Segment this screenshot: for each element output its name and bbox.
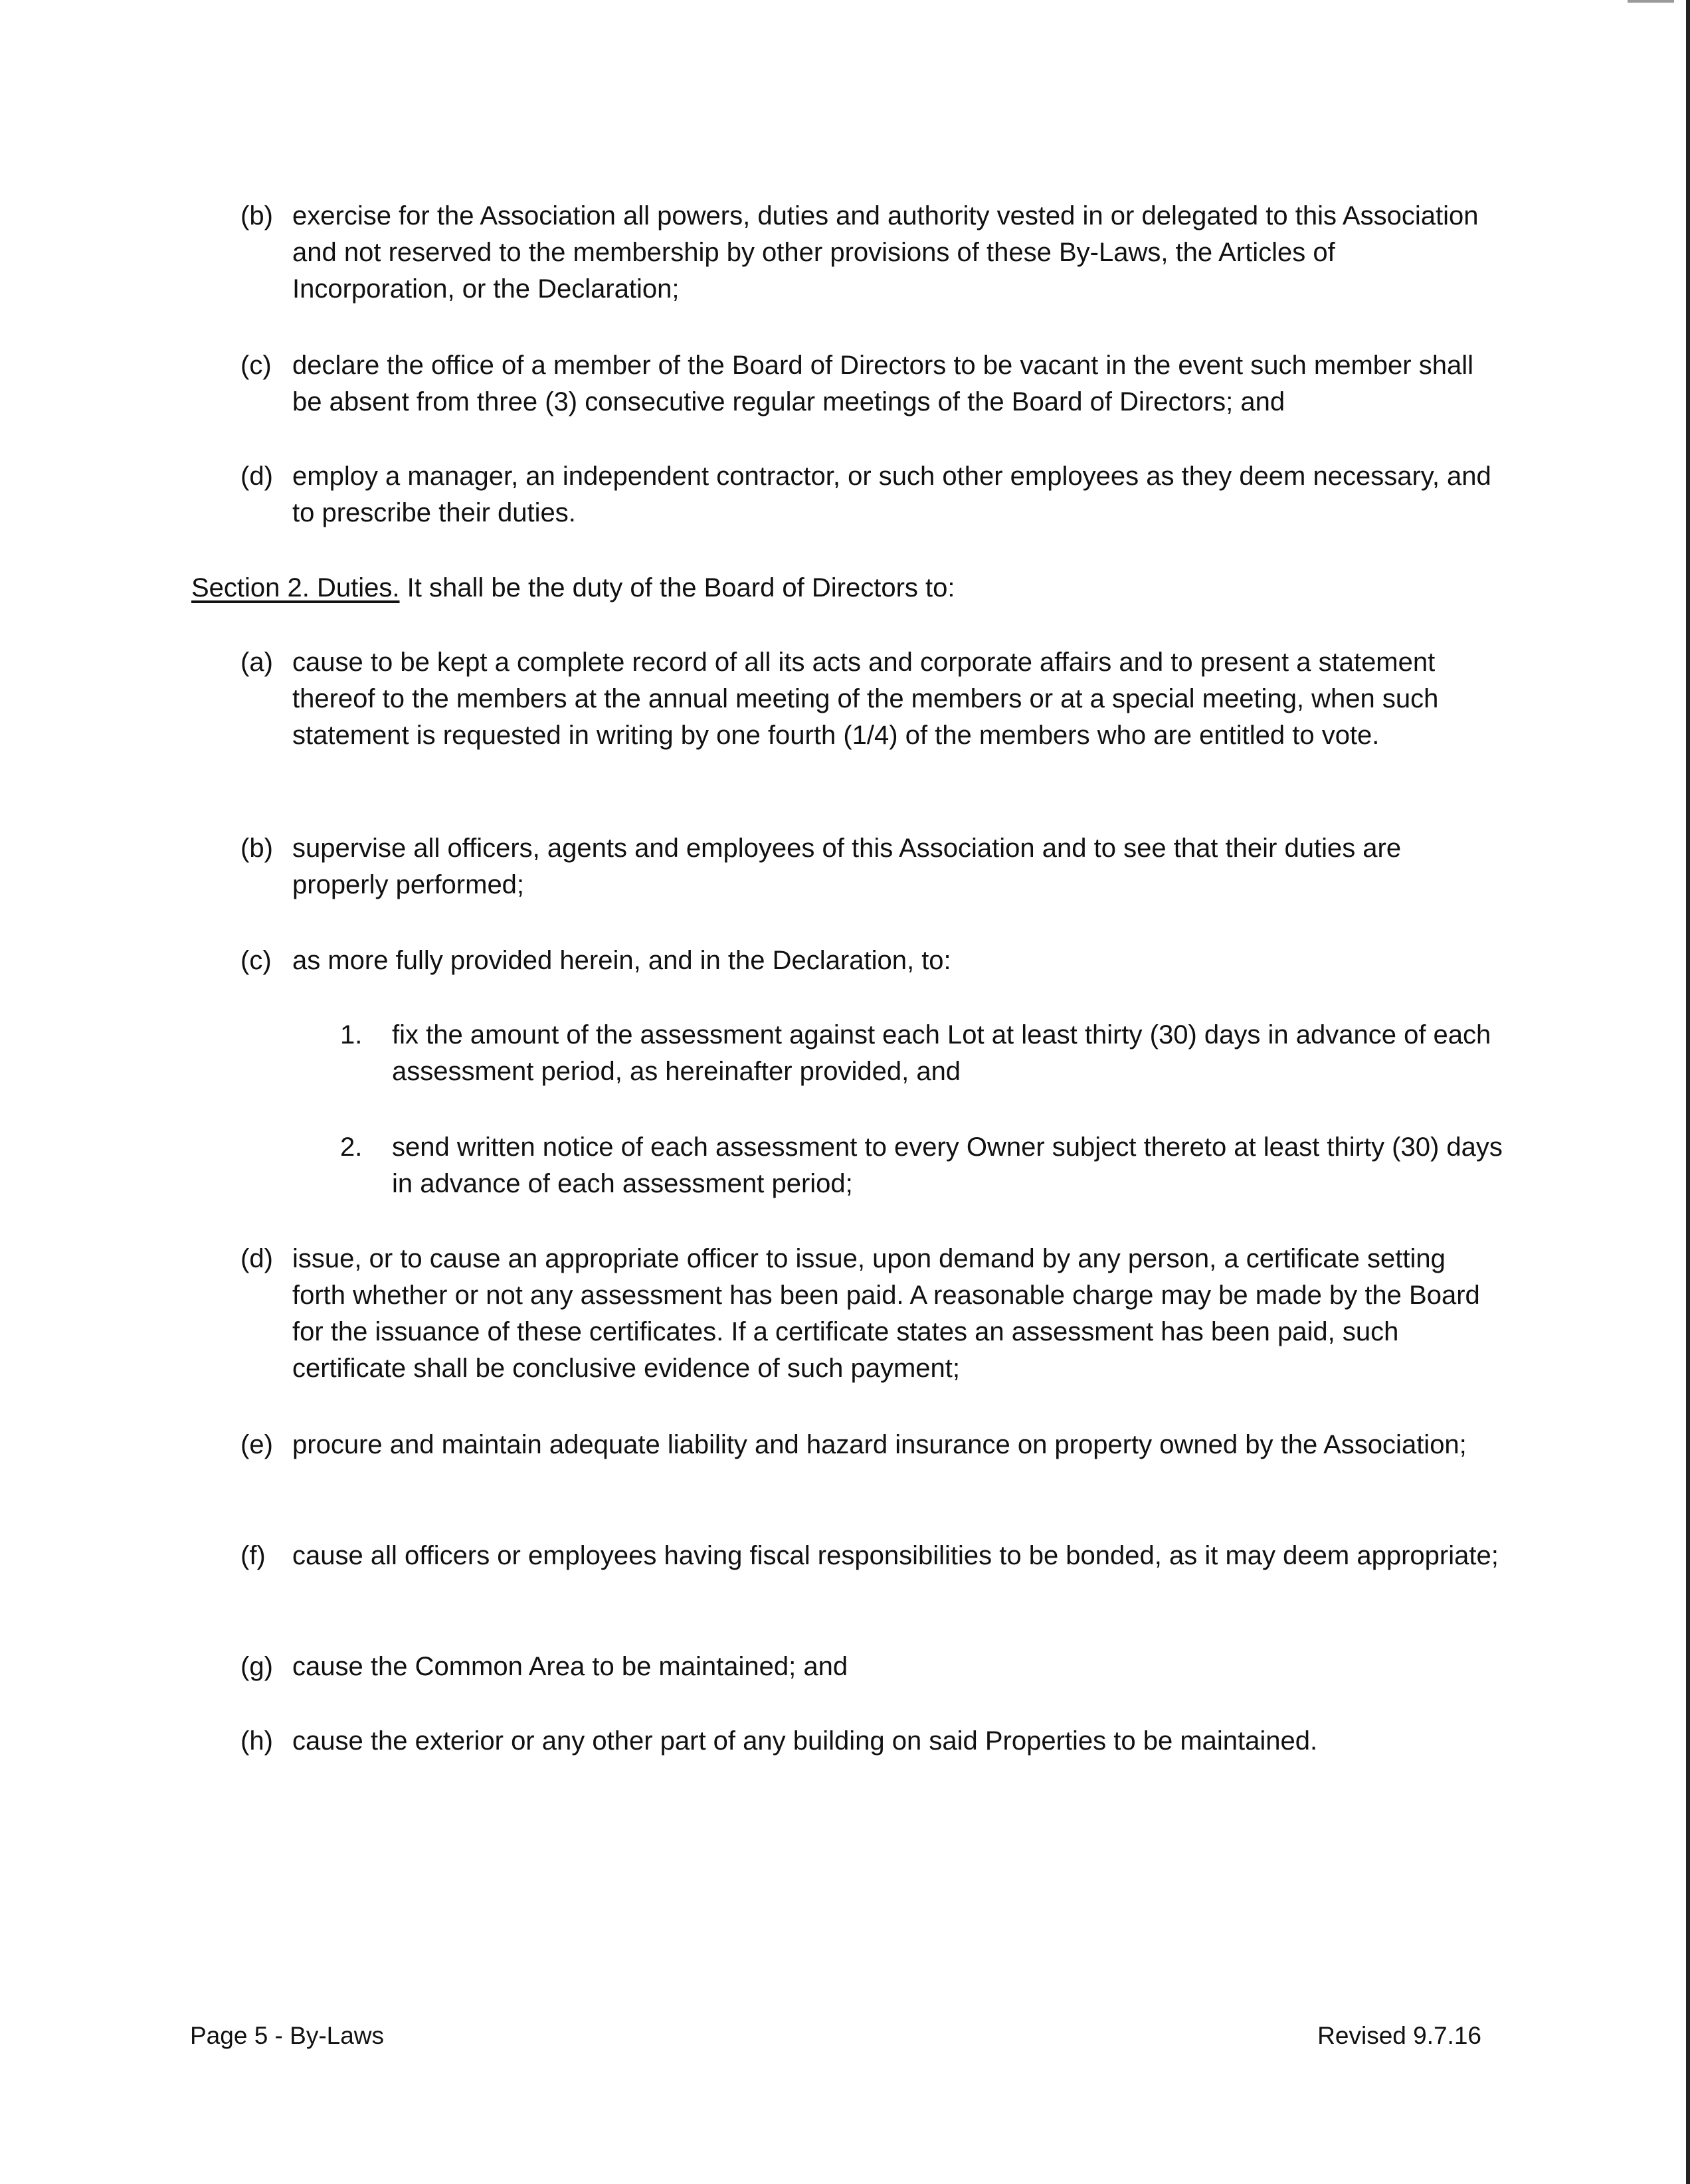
- item-text: procure and maintain adequate liability and hazard insurance on property owned by the Association;: [292, 1430, 1467, 1459]
- item-text: declare the office of a member of the Board of Directors to be vacant in the event such member shall be absent from three (3) consecutive regular meetings of the Board of Directors; and: [292, 351, 1473, 416]
- sub-item-2: [340, 1129, 1503, 1202]
- item-text: fix the amount of the assessment against each Lot at least thirty (30) days in advance of each assessment period, as hereinafter provided, and: [392, 1020, 1491, 1086]
- item-label: (e): [240, 1430, 273, 1459]
- item-text: exercise for the Association all powers, duties and authority vested in or delegated to this Association and not reserved to the membership by other provisions of these By-Laws, the Articles of Incorporation, or the Declaration;: [292, 201, 1479, 304]
- item-text: cause all officers or employees having fiscal responsibilities to be bonded, as it may deem appropriate;: [292, 1541, 1499, 1570]
- item-text: employ a manager, an independent contractor, or such other employees as they deem necessary, and to prescribe their duties.: [292, 462, 1491, 527]
- item-text: cause the Common Area to be maintained; and: [292, 1652, 848, 1681]
- item-label: (b): [240, 834, 273, 863]
- list-item-b: [240, 198, 1503, 308]
- list-item-d: [240, 458, 1503, 531]
- duty-item-h: [240, 1723, 1503, 1760]
- section-title: Section 2. Duties.: [191, 573, 400, 602]
- item-text: cause to be kept a complete record of all its acts and corporate affairs and to present a statement thereof to the members at the annual meeting of the members or at a special meeting, when such statement is requested in writing by one fourth (1/4) of the members who are entitled to vote.: [292, 648, 1439, 750]
- duty-item-b: [240, 830, 1503, 903]
- duty-item-f: [240, 1538, 1503, 1574]
- item-text: send written notice of each assessment to every Owner subject thereto at least thirty (30) days in advance of each assessment period;: [392, 1133, 1503, 1198]
- list-item-c: [240, 347, 1503, 420]
- item-text: issue, or to cause an appropriate officer to issue, upon demand by any person, a certificate setting forth whether or not any assessment has been paid. A reasonable charge may be made by the Board for the issuance of these certificates. If a certificate states an assessment has been paid, such certificate shall be conclusive evidence of such payment;: [292, 1244, 1480, 1383]
- item-label: (c): [240, 351, 272, 380]
- item-text: as more fully provided herein, and in the Declaration, to:: [292, 946, 951, 975]
- item-text: cause the exterior or any other part of any building on said Properties to be maintained.: [292, 1726, 1318, 1756]
- item-label: (c): [240, 946, 272, 975]
- duty-item-c: [240, 943, 1503, 979]
- footer-page-label: Page 5 - By-Laws: [190, 2022, 385, 2049]
- duty-item-g: [240, 1649, 1503, 1685]
- item-label: (a): [240, 648, 273, 677]
- item-label: (f): [240, 1541, 266, 1570]
- duty-item-e: [240, 1427, 1503, 1463]
- item-label: (h): [240, 1726, 273, 1756]
- section-2-heading: [191, 570, 955, 606]
- item-text: supervise all officers, agents and employees of this Association and to see that their duties are properly performed;: [292, 834, 1402, 899]
- item-label: (b): [240, 201, 273, 230]
- item-label: (d): [240, 462, 273, 491]
- item-label: (g): [240, 1652, 273, 1681]
- sub-item-1: [340, 1017, 1503, 1090]
- section-intro: It shall be the duty of the Board of Directors to:: [407, 573, 955, 602]
- footer-revision: Revised 9.7.16: [1317, 2022, 1481, 2049]
- item-label: 1.: [340, 1020, 363, 1049]
- item-label: (d): [240, 1244, 273, 1273]
- duty-item-d: [240, 1241, 1503, 1387]
- item-label: 2.: [340, 1133, 363, 1162]
- duty-item-a: [240, 644, 1503, 754]
